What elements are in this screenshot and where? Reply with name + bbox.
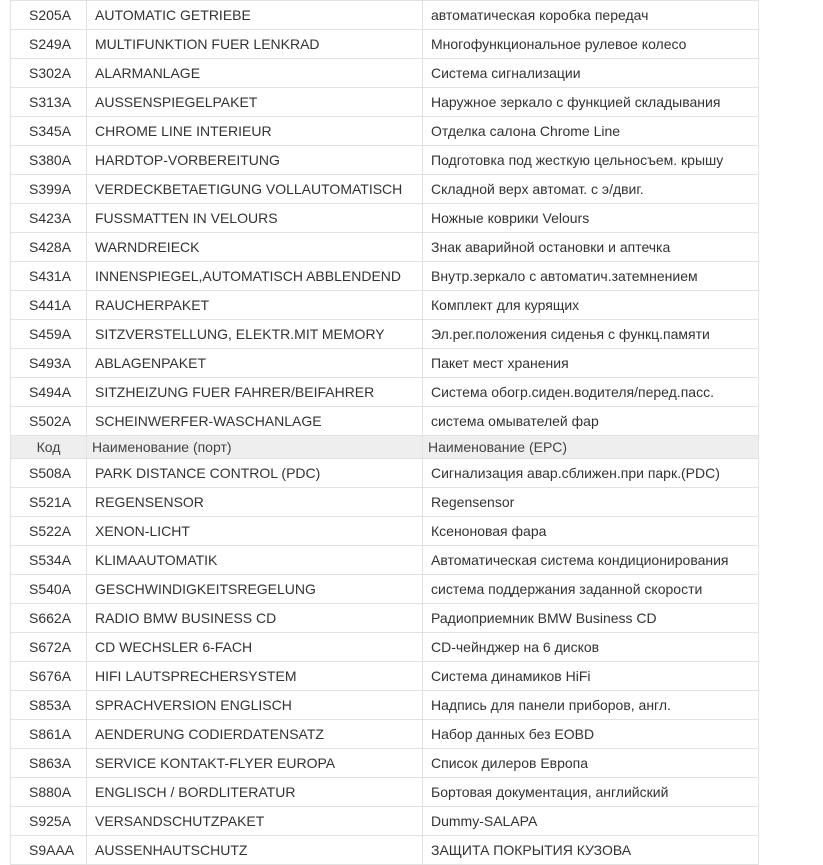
option-name-de: SITZHEIZUNG FUER FAHRER/BEIFAHRER: [87, 378, 423, 407]
option-name-ru: ЗАЩИТА ПОКРЫТИЯ КУЗОВА: [423, 836, 759, 865]
option-name-ru: Сигнализация авар.сближен.при парк.(PDC): [423, 459, 759, 488]
option-name-de: FUSSMATTEN IN VELOURS: [87, 204, 423, 233]
table-row: [11, 349, 759, 378]
table-row: [11, 1, 759, 30]
option-name-de: HARDTOP-VORBEREITUNG: [87, 146, 423, 175]
option-name-de: AENDERUNG CODIERDATENSATZ: [87, 720, 423, 749]
option-code: S662A: [11, 604, 87, 633]
table-row: [11, 262, 759, 291]
option-code: S423A: [11, 204, 87, 233]
table-row: [11, 320, 759, 349]
options-table: [10, 0, 759, 865]
option-code: S399A: [11, 175, 87, 204]
header-row: [11, 436, 759, 459]
table-row: [11, 146, 759, 175]
option-code: S431A: [11, 262, 87, 291]
table-row: [11, 778, 759, 807]
option-name-de: RAUCHERPAKET: [87, 291, 423, 320]
table-row: [11, 633, 759, 662]
option-code: S9AAA: [11, 836, 87, 865]
option-name-de: AUTOMATIC GETRIEBE: [87, 1, 423, 30]
table-row: [11, 662, 759, 691]
table-row: [11, 175, 759, 204]
option-code: S302A: [11, 59, 87, 88]
option-code: S863A: [11, 749, 87, 778]
option-name-de: XENON-LICHT: [87, 517, 423, 546]
option-name-de: MULTIFUNKTION FUER LENKRAD: [87, 30, 423, 59]
table-row: [11, 88, 759, 117]
option-name-ru: Бортовая документация, английский: [423, 778, 759, 807]
table-row: [11, 807, 759, 836]
option-code: S672A: [11, 633, 87, 662]
option-name-ru: система омывателей фар: [423, 407, 759, 436]
option-name-de: AUSSENHAUTSCHUTZ: [87, 836, 423, 865]
option-name-de: SPRACHVERSION ENGLISCH: [87, 691, 423, 720]
table-row: [11, 233, 759, 262]
table-row: [11, 749, 759, 778]
option-name-de: PARK DISTANCE CONTROL (PDC): [87, 459, 423, 488]
option-name-ru: Наружное зеркало с функцией складывания: [423, 88, 759, 117]
option-name-de: REGENSENSOR: [87, 488, 423, 517]
option-name-ru: Комплект для курящих: [423, 291, 759, 320]
option-name-ru: Ксеноновая фара: [423, 517, 759, 546]
option-code: S676A: [11, 662, 87, 691]
header-name-port: Наименование (порт): [87, 436, 423, 459]
option-name-de: ALARMANLAGE: [87, 59, 423, 88]
option-code: S493A: [11, 349, 87, 378]
option-name-ru: Dummy-SALAPA: [423, 807, 759, 836]
options-header: [11, 436, 759, 459]
table-row: [11, 517, 759, 546]
option-name-de: CHROME LINE INTERIEUR: [87, 117, 423, 146]
option-code: S313A: [11, 88, 87, 117]
option-name-de: ENGLISCH / BORDLITERATUR: [87, 778, 423, 807]
option-name-ru: Система динамиков HiFi: [423, 662, 759, 691]
option-name-ru: Список дилеров Европа: [423, 749, 759, 778]
table-row: [11, 291, 759, 320]
option-name-ru: Подготовка под жесткую цельносъем. крышу: [423, 146, 759, 175]
table-row: [11, 30, 759, 59]
option-name-de: RADIO BMW BUSINESS CD: [87, 604, 423, 633]
option-name-de: KLIMAAUTOMATIK: [87, 546, 423, 575]
table-row: [11, 836, 759, 865]
header-code: Код: [11, 436, 87, 459]
table-row: [11, 459, 759, 488]
header-name-epc: Наименование (EPC): [423, 436, 759, 459]
option-name-ru: Система обогр.сиден.водителя/перед.пасс.: [423, 378, 759, 407]
table-row: [11, 575, 759, 604]
option-name-ru: Система сигнализации: [423, 59, 759, 88]
option-name-ru: Внутр.зеркало с автоматич.затемнением: [423, 262, 759, 291]
option-name-de: GESCHWINDIGKEITSREGELUNG: [87, 575, 423, 604]
option-code: S880A: [11, 778, 87, 807]
option-code: S249A: [11, 30, 87, 59]
option-code: S521A: [11, 488, 87, 517]
table-row: [11, 204, 759, 233]
table-row: [11, 59, 759, 88]
option-name-ru: CD-чейнджер на 6 дисков: [423, 633, 759, 662]
option-code: S534A: [11, 546, 87, 575]
option-name-ru: Многофункциональное рулевое колесо: [423, 30, 759, 59]
option-name-de: SITZVERSTELLUNG, ELEKTR.MIT MEMORY: [87, 320, 423, 349]
option-name-ru: Отделка салона Chrome Line: [423, 117, 759, 146]
option-code: S861A: [11, 720, 87, 749]
option-name-de: WARNDREIECK: [87, 233, 423, 262]
option-name-ru: Автоматическая система кондиционирования: [423, 546, 759, 575]
table-row: [11, 720, 759, 749]
option-name-de: SCHEINWERFER-WASCHANLAGE: [87, 407, 423, 436]
option-code: S853A: [11, 691, 87, 720]
option-name-de: AUSSENSPIEGELPAKET: [87, 88, 423, 117]
table-row: [11, 691, 759, 720]
option-code: S540A: [11, 575, 87, 604]
options-body-top: [11, 1, 759, 436]
option-code: S459A: [11, 320, 87, 349]
option-name-de: ABLAGENPAKET: [87, 349, 423, 378]
option-name-ru: Эл.рег.положения сиденья с функц.памяти: [423, 320, 759, 349]
option-name-de: VERDECKBETAETIGUNG VOLLAUTOMATISCH: [87, 175, 423, 204]
option-code: S502A: [11, 407, 87, 436]
table-row: [11, 546, 759, 575]
option-code: S205A: [11, 1, 87, 30]
option-name-ru: Знак аварийной остановки и аптечка: [423, 233, 759, 262]
option-code: S494A: [11, 378, 87, 407]
table-row: [11, 407, 759, 436]
option-code: S345A: [11, 117, 87, 146]
option-code: S428A: [11, 233, 87, 262]
option-code: S925A: [11, 807, 87, 836]
option-code: S508A: [11, 459, 87, 488]
option-name-de: INNENSPIEGEL,AUTOMATISCH ABBLENDEND: [87, 262, 423, 291]
table-row: [11, 604, 759, 633]
option-name-ru: Набор данных без EOBD: [423, 720, 759, 749]
option-name-ru: автоматическая коробка передач: [423, 1, 759, 30]
options-body-bottom: [11, 459, 759, 865]
option-code: S441A: [11, 291, 87, 320]
option-name-ru: система поддержания заданной скорости: [423, 575, 759, 604]
option-name-de: SERVICE KONTAKT-FLYER EUROPA: [87, 749, 423, 778]
option-name-ru: Ножные коврики Velours: [423, 204, 759, 233]
option-name-de: CD WECHSLER 6-FACH: [87, 633, 423, 662]
table-row: [11, 378, 759, 407]
option-name-ru: Пакет мест хранения: [423, 349, 759, 378]
option-name-de: VERSANDSCHUTZPAKET: [87, 807, 423, 836]
option-code: S522A: [11, 517, 87, 546]
table-row: [11, 117, 759, 146]
table-row: [11, 488, 759, 517]
option-name-ru: Надпись для панели приборов, англ.: [423, 691, 759, 720]
option-name-ru: Радиоприемник BMW Business CD: [423, 604, 759, 633]
option-name-ru: Складной верх автомат. с э/двиг.: [423, 175, 759, 204]
option-name-ru: Regensensor: [423, 488, 759, 517]
option-name-de: HIFI LAUTSPRECHERSYSTEM: [87, 662, 423, 691]
option-code: S380A: [11, 146, 87, 175]
